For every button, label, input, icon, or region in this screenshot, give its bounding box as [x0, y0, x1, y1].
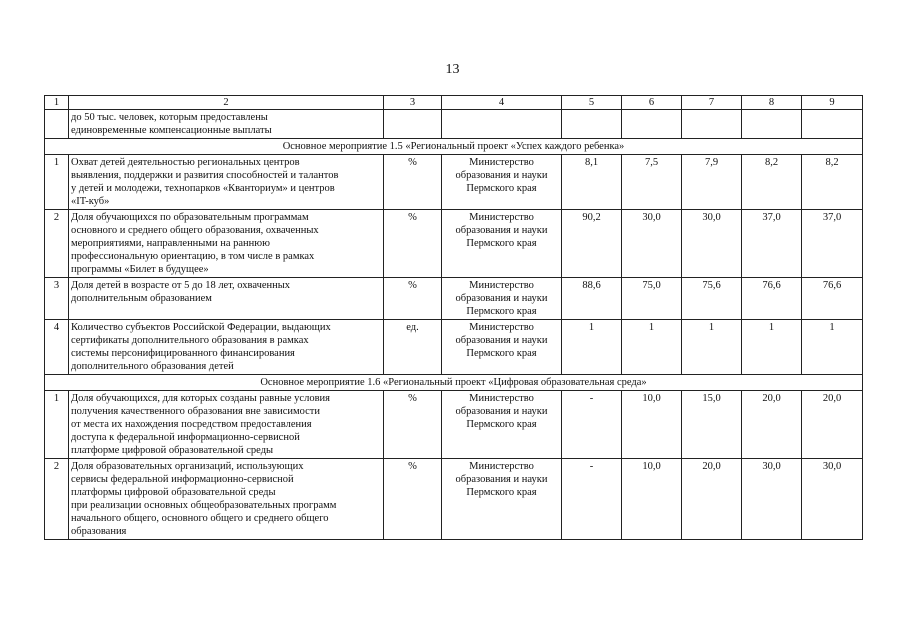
table-row: [45, 391, 863, 459]
value-cell: -: [562, 459, 622, 540]
table-body: [45, 96, 863, 540]
unit-cell: %: [384, 210, 442, 278]
responsible-org-cell: [442, 110, 562, 139]
value-cell: 20,0: [802, 391, 863, 459]
indicator-description-cell: Охват детей деятельностью региональных центров выявления, поддержки и развития способностей и талантов у детей и молодежи, технопарков «Кванториум» и центров «IT-куб»: [69, 155, 384, 210]
row-number-cell: 2: [45, 210, 69, 278]
row-number-cell: 1: [45, 155, 69, 210]
value-cell: 1: [682, 320, 742, 375]
table-row: [45, 110, 863, 139]
responsible-org-cell: Министерство образования и науки Пермского края: [442, 320, 562, 375]
column-header: 2: [69, 96, 384, 110]
row-number-cell: 2: [45, 459, 69, 540]
value-cell: 1: [802, 320, 863, 375]
responsible-org-cell: Министерство образования и науки Пермского края: [442, 210, 562, 278]
unit-cell: ед.: [384, 320, 442, 375]
value-cell: 8,2: [742, 155, 802, 210]
row-number-cell: 1: [45, 391, 69, 459]
column-header: 3: [384, 96, 442, 110]
value-cell: 1: [742, 320, 802, 375]
column-header: 4: [442, 96, 562, 110]
value-cell: [622, 110, 682, 139]
value-cell: 30,0: [682, 210, 742, 278]
value-cell: 75,0: [622, 278, 682, 320]
indicator-description-cell: Доля обучающихся, для которых созданы равные условия получения качественного образования вне зависимости от места их нахождения посредством предоставления доступа к федеральной информационно-сервисной платформе цифровой образовательной среды: [69, 391, 384, 459]
responsible-org-cell: Министерство образования и науки Пермского края: [442, 459, 562, 540]
value-cell: [802, 110, 863, 139]
value-cell: 8,1: [562, 155, 622, 210]
value-cell: 10,0: [622, 459, 682, 540]
row-number-cell: 3: [45, 278, 69, 320]
table-row: [45, 155, 863, 210]
row-number-cell: 4: [45, 320, 69, 375]
column-header: 9: [802, 96, 863, 110]
column-header: 5: [562, 96, 622, 110]
unit-cell: [384, 110, 442, 139]
indicator-description-cell: Количество субъектов Российской Федерации, выдающих сертификаты дополнительного образования в рамках системы персонифицированного финансирования дополнительного образования детей: [69, 320, 384, 375]
indicator-description-cell: до 50 тыс. человек, которым предоставлены единовременные компенсационные выплаты: [69, 110, 384, 139]
unit-cell: %: [384, 155, 442, 210]
value-cell: 7,9: [682, 155, 742, 210]
table-row: [45, 278, 863, 320]
value-cell: 1: [622, 320, 682, 375]
value-cell: 15,0: [682, 391, 742, 459]
value-cell: 37,0: [802, 210, 863, 278]
column-header: 7: [682, 96, 742, 110]
responsible-org-cell: Министерство образования и науки Пермского края: [442, 278, 562, 320]
value-cell: 30,0: [742, 459, 802, 540]
value-cell: [682, 110, 742, 139]
value-cell: [562, 110, 622, 139]
row-number-cell: [45, 110, 69, 139]
value-cell: 75,6: [682, 278, 742, 320]
table-row: [45, 459, 863, 540]
indicators-table: [44, 95, 863, 540]
value-cell: 90,2: [562, 210, 622, 278]
value-cell: 20,0: [682, 459, 742, 540]
value-cell: 30,0: [802, 459, 863, 540]
value-cell: 20,0: [742, 391, 802, 459]
value-cell: [742, 110, 802, 139]
value-cell: 30,0: [622, 210, 682, 278]
value-cell: 7,5: [622, 155, 682, 210]
responsible-org-cell: Министерство образования и науки Пермского края: [442, 155, 562, 210]
value-cell: 76,6: [742, 278, 802, 320]
column-header: 6: [622, 96, 682, 110]
section-title: Основное мероприятие 1.5 «Региональный проект «Успех каждого ребенка»: [45, 139, 863, 155]
value-cell: 76,6: [802, 278, 863, 320]
table-row: [45, 320, 863, 375]
column-header: 1: [45, 96, 69, 110]
table-row: [45, 210, 863, 278]
indicator-description-cell: Доля образовательных организаций, использующих сервисы федеральной информационно-сервисной платформы цифровой образовательной среды при реализации основных общеобразовательных программ начального общего, основного общего и среднего общего образования: [69, 459, 384, 540]
unit-cell: %: [384, 391, 442, 459]
section-title: Основное мероприятие 1.6 «Региональный проект «Цифровая образовательная среда»: [45, 375, 863, 391]
responsible-org-cell: Министерство образования и науки Пермского края: [442, 391, 562, 459]
section-row: [45, 375, 863, 391]
section-row: [45, 139, 863, 155]
page-number: 13: [445, 62, 460, 77]
value-cell: -: [562, 391, 622, 459]
indicator-description-cell: Доля обучающихся по образовательным программам основного и среднего общего образования, охваченных мероприятиями, направленными на раннюю профессиональную ориентацию, в том числе в рамках программы «Билет в будущее»: [69, 210, 384, 278]
value-cell: 8,2: [802, 155, 863, 210]
unit-cell: %: [384, 278, 442, 320]
column-header-row: [45, 96, 863, 110]
unit-cell: %: [384, 459, 442, 540]
indicator-description-cell: Доля детей в возрасте от 5 до 18 лет, охваченных дополнительным образованием: [69, 278, 384, 320]
value-cell: 1: [562, 320, 622, 375]
value-cell: 10,0: [622, 391, 682, 459]
column-header: 8: [742, 96, 802, 110]
value-cell: 37,0: [742, 210, 802, 278]
value-cell: 88,6: [562, 278, 622, 320]
